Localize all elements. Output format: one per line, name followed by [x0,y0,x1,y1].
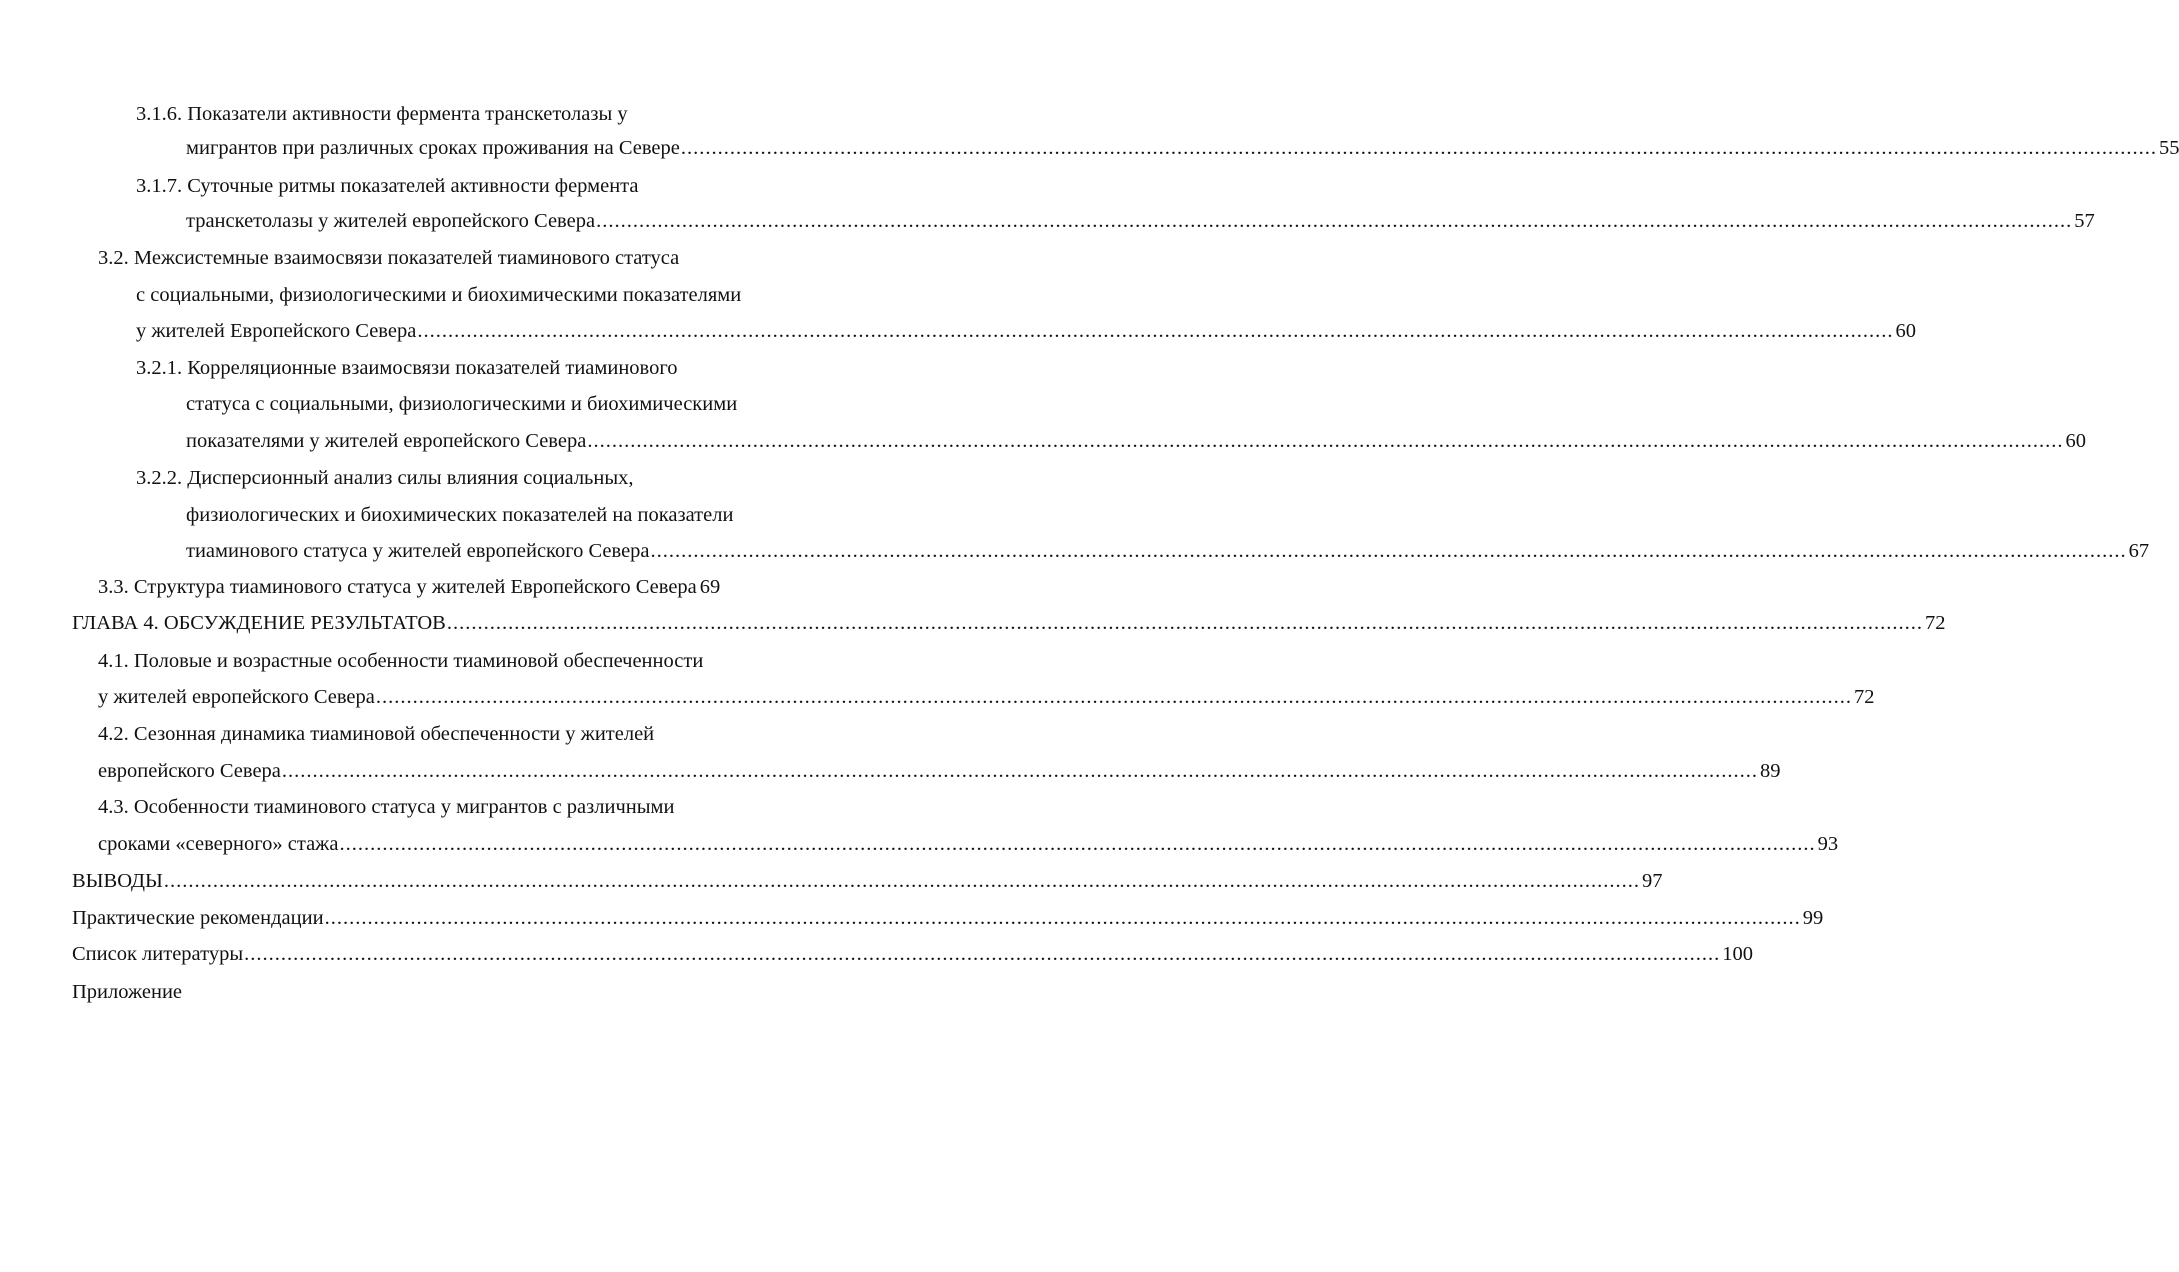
toc-entry-3-2-1[interactable] [186,426,2086,456]
page-number: 60 [1895,320,1916,342]
page-number: 57 [2074,210,2095,232]
toc-3-2-2-title-line-1: 3.2.2. Дисперсионный анализ силы влияния социальных, [136,467,634,489]
toc-4-3-title-line-1: 4.3. Особенности тиаминового статуса у мигрантов с различными [98,796,675,818]
toc-entry-label: сроками «северного» стажа [98,833,339,855]
page-number: 67 [2128,540,2150,562]
toc-entry-label: Список литературы [72,943,244,965]
dot-leader [596,206,2072,236]
toc-entry-4-3[interactable] [98,829,1839,859]
toc-entry-references[interactable] [72,939,1753,969]
toc-4-1-title-line-1: 4.1. Половые и возрастные особенности тиаминовой обеспеченности [98,650,704,672]
page-number: 69 [699,576,721,598]
toc-3-2-title-line-2: с социальными, физиологическими и биохимическими показателями [136,284,742,306]
dot-leader [681,133,2157,163]
toc-entry-4-1[interactable] [98,682,1875,712]
toc-entry-appendix[interactable]: Приложение [72,981,183,1003]
dot-leader [417,316,1893,346]
toc-3-1-7-title-line-1: 3.1.7. Суточные ритмы показателей активности фермента [136,175,639,197]
page-number: 89 [1760,760,1781,782]
toc-entry-label: у жителей европейского Севера [98,686,375,708]
page-number: 99 [1802,907,1824,929]
toc-4-2-title-line-1: 4.2. Сезонная динамика тиаминовой обеспеченности у жителей [98,723,655,745]
toc-entry-label: 3.3. Структура тиаминового статуса у жителей Европейского Севера [98,576,697,598]
dot-leader [325,903,1801,933]
dot-leader [447,608,1923,638]
toc-entry-label: транскетолазы у жителей европейского Севера [186,210,596,232]
dot-leader [282,756,1758,786]
page-number: 100 [1722,943,1753,965]
toc-3-2-1-title-line-1: 3.2.1. Корреляционные взаимосвязи показателей тиаминового [136,357,678,379]
dot-leader [339,829,1815,859]
toc-entry-recommendations[interactable] [72,903,1824,933]
dot-leader [651,536,2127,566]
toc-entry-chapter-4[interactable] [72,608,1946,638]
toc-entry-3-3[interactable] [98,572,721,602]
toc-entry-3-2[interactable] [136,316,1916,346]
toc-3-2-2-title-line-2: физиологических и биохимических показателей на показатели [186,504,734,526]
toc-entry-label: мигрантов при различных сроках проживания на Севере [186,137,680,159]
toc-entry-conclusions[interactable] [72,866,1663,896]
toc-entry-3-2-2[interactable] [186,536,2150,566]
toc-3-2-1-title-line-2: статуса с социальными, физиологическими и биохимическими [186,393,738,415]
dot-leader [587,426,2063,456]
toc-entry-label: показателями у жителей европейского Севера [186,430,587,452]
toc-3-1-6-title-line-1: 3.1.6. Показатели активности фермента транскетолазы у [136,103,628,125]
dot-leader [376,682,1852,712]
dot-leader [164,866,1640,896]
toc-entry-label: Практические рекомендации [72,907,324,929]
page-number: 55 [2158,137,2179,159]
page-number: 97 [1642,870,1663,892]
dot-leader [244,939,1720,969]
page-number: 93 [1817,833,1839,855]
toc-entry-label: ВЫВОДЫ [72,870,163,892]
toc-entry-3-1-6[interactable] [186,133,2179,163]
page-number: 60 [2065,430,2086,452]
toc-entry-label: европейского Севера [98,760,281,782]
toc-3-2-title-line-1: 3.2. Межсистемные взаимосвязи показателей тиаминового статуса [98,247,680,269]
toc-entry-label: ГЛАВА 4. ОБСУЖДЕНИЕ РЕЗУЛЬТАТОВ [72,612,446,634]
page-number: 72 [1854,686,1875,708]
toc-entry-label: у жителей Европейского Севера [136,320,417,342]
toc-entry-4-2[interactable] [98,756,1781,786]
toc-entry-3-1-7[interactable] [186,206,2095,236]
page-number: 72 [1924,612,1946,634]
toc-entry-label: тиаминового статуса у жителей европейского Севера [186,540,650,562]
